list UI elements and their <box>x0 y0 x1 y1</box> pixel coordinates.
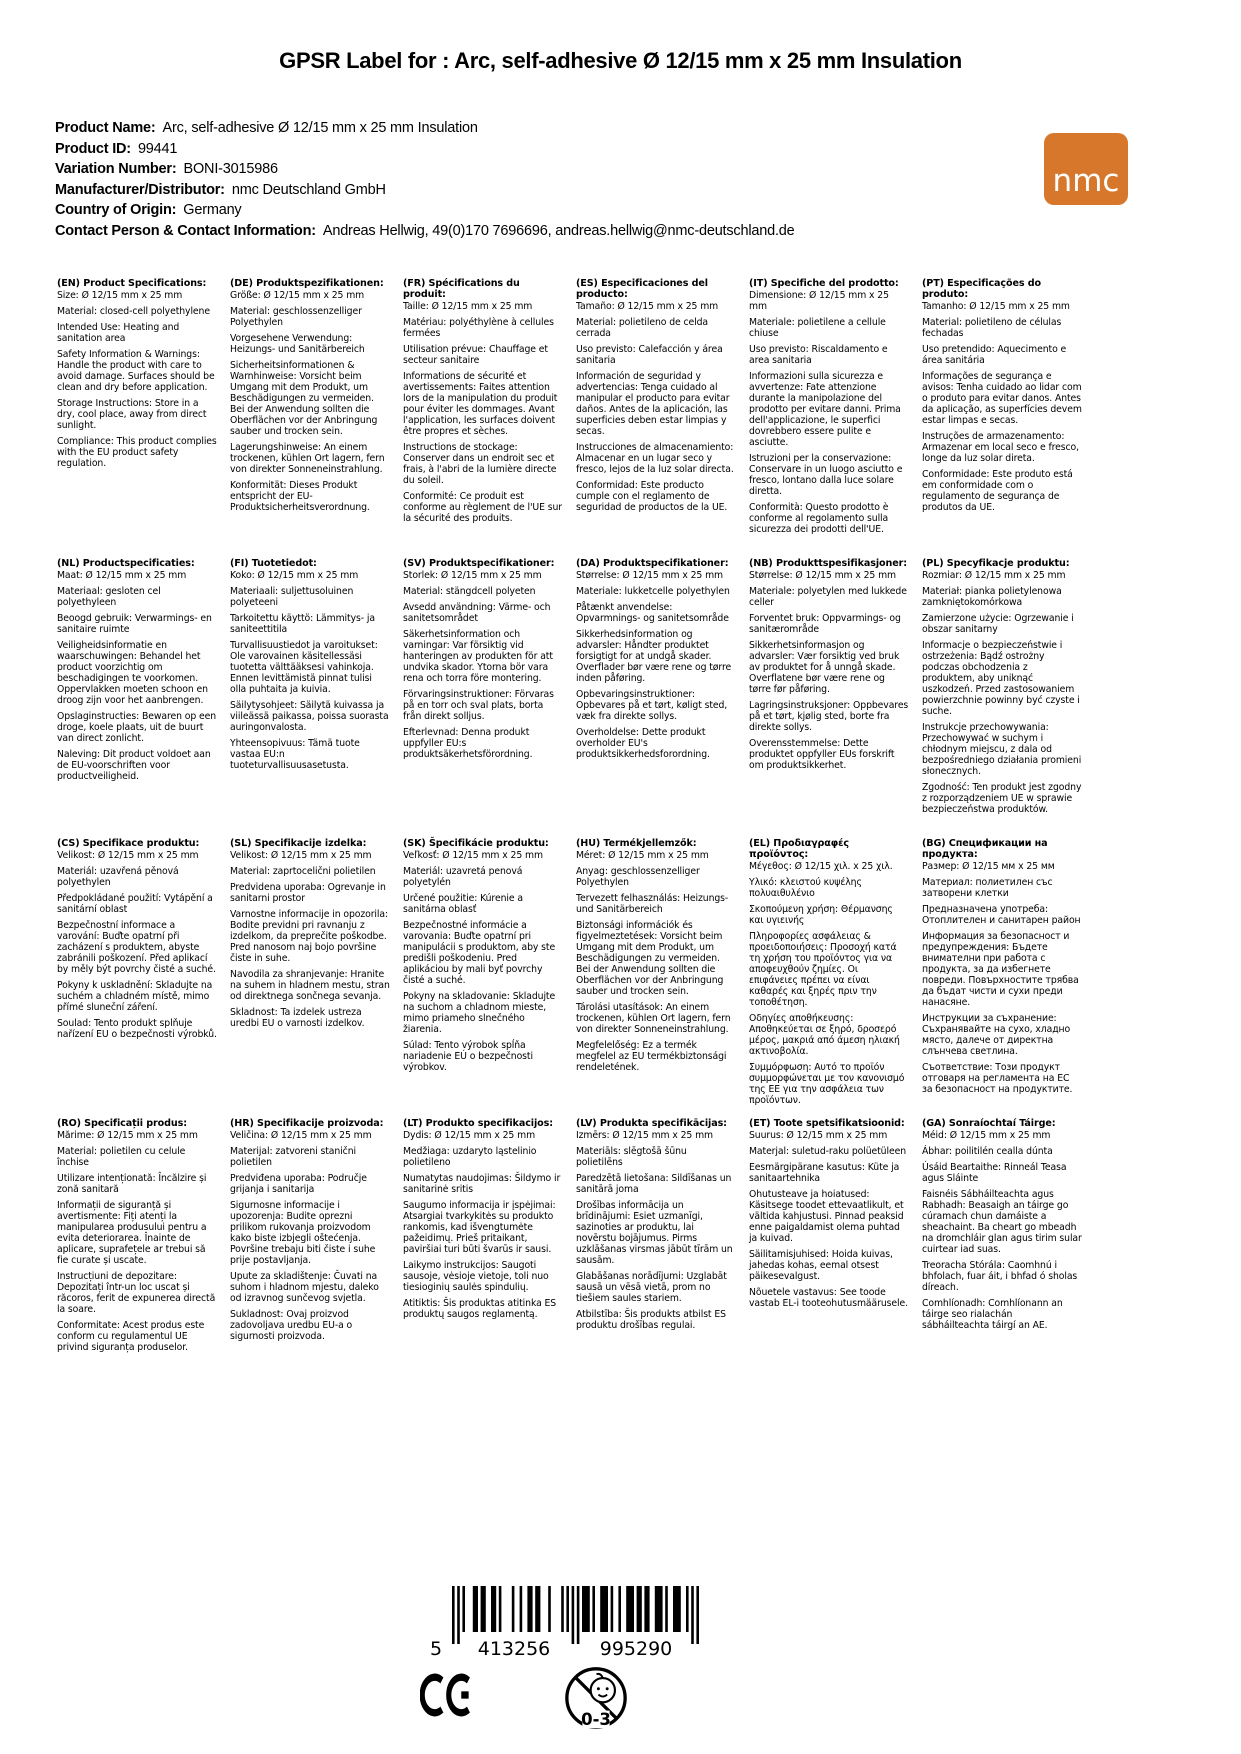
language-spec-heading: (LV) Produkta specifikācijas: <box>576 1118 727 1129</box>
spec-paragraph: Tervezett felhasználás: Heizungs- und Sanitärbereich <box>576 893 729 915</box>
spec-paragraph: Conformidad: Este producto cumple con el reglamento de seguridad de productos de la UE. <box>576 480 728 513</box>
spec-paragraph: Säilytysohjeet: Säilytä kuivassa ja viileässä paikassa, poissa suorasta auringonvalosta. <box>230 700 389 733</box>
spec-paragraph: Instruções de armazenamento: Armazenar em local seco e fresco, longe da luz solar direta. <box>922 431 1079 464</box>
spec-paragraph: Compliance: This product complies with the EU product safety regulation. <box>57 436 217 469</box>
language-spec-block <box>922 1118 1082 1398</box>
language-spec-block <box>230 558 390 838</box>
spec-paragraph: Izmērs: Ø 12/15 mm x 25 mm <box>576 1130 713 1141</box>
product-info-value: Germany <box>183 202 242 218</box>
language-spec-heading: (FI) Tuotetiedot: <box>230 558 317 569</box>
spec-paragraph: Materiaali: suljettusoluinen polyeteeni <box>230 586 354 608</box>
spec-paragraph: Инструкции за съхранение: Съхранявайте на сухо, хладно място, далече от директна слънчева светлина. <box>922 1013 1071 1057</box>
spec-paragraph: Utilizare intenționată: Încălzire și zonă sanitară <box>57 1173 207 1195</box>
spec-paragraph: Utilisation prévue: Chauffage et secteur sanitaire <box>403 344 548 366</box>
language-spec-heading: (EN) Product Specifications: <box>57 278 207 289</box>
spec-paragraph: Opbevaringsinstruktioner: Opbevares på et tørt, køligt sted, væk fra direkte sollys. <box>576 689 728 722</box>
product-info-label: Variation Number: <box>55 161 177 177</box>
spec-paragraph: Size: Ø 12/15 mm x 25 mm <box>57 290 183 301</box>
age-warning-text: 0-3 <box>581 1710 611 1730</box>
language-spec-heading: (BG) Спецификации на продукта: <box>922 838 1048 860</box>
spec-paragraph: Medžiaga: uzdaryto ląstelinio polietileno <box>403 1146 537 1168</box>
language-spec-heading: (SK) Špecifikácie produktu: <box>403 838 549 849</box>
language-spec-heading: (NB) Produkttspesifikasjoner: <box>749 558 908 569</box>
spec-paragraph: Sikkerhedsinformation og advarsler: Håndter produktet forsigtigt for at undgå skader. Overflader bør være rene og tørre inden påføring. <box>576 629 732 684</box>
language-spec-heading: (LT) Produkto specifikacijos: <box>403 1118 554 1129</box>
spec-paragraph: Yhteensopivuus: Tämä tuote vastaa EU:n tuoteturvallisuusasetusta. <box>230 738 360 771</box>
language-spec-block <box>403 278 563 558</box>
language-spec-block <box>749 278 909 558</box>
spec-paragraph: Lagringsinstruksjoner: Oppbevares på et tørt, kjølig sted, borte fra direkte sollys. <box>749 700 909 733</box>
language-spec-block <box>403 1118 563 1398</box>
barcode-digit-group: 413256 <box>477 1638 551 1658</box>
language-spec-heading: (SV) Produktspecifikationer: <box>403 558 555 569</box>
spec-paragraph: Размер: Ø 12/15 мм x 25 мм <box>922 861 1055 872</box>
spec-paragraph: Matériau: polyéthylène à cellules fermées <box>403 317 554 339</box>
language-spec-heading: (NL) Productspecificaties: <box>57 558 195 569</box>
spec-paragraph: Beoogd gebruik: Verwarmings- en sanitaire ruimte <box>57 613 212 635</box>
ean-barcode <box>428 1586 703 1662</box>
spec-paragraph: Conformité: Ce produit est conforme au règlement de l'UE sur la sécurité des produits. <box>403 491 563 524</box>
language-spec-heading: (RO) Specificații produs: <box>57 1118 187 1129</box>
language-spec-block <box>576 278 736 558</box>
spec-paragraph: Informacje o bezpieczeństwie i ostrzeżenia: Bądź ostrożny podczas obchodzenia z produktem, aby uniknąć uszkodzeń. Przed zastosowaniem powierzchnie powinny być czyste i suche. <box>922 640 1080 717</box>
spec-paragraph: Skladnost: Ta izdelek ustreza uredbi EU o varnosti izdelkov. <box>230 1007 365 1029</box>
language-spec-heading: (GA) Sonraíochtaí Táirge: <box>922 1118 1056 1129</box>
spec-paragraph: Μέγεθος: Ø 12/15 χιλ. x 25 χιλ. <box>749 861 893 872</box>
spec-paragraph: Súlad: Tento výrobok spĺňa nariadenie EÚ o bezpečnosti výrobkov. <box>403 1040 533 1073</box>
language-spec-block <box>403 838 563 1118</box>
spec-paragraph: Material: geschlossenzelliger Polyethylen <box>230 306 362 328</box>
spec-paragraph: Atitiktis: Šis produktas atitinka ES produktų saugos reglamentą. <box>403 1298 557 1320</box>
spec-paragraph: Materiaal: gesloten cel polyethyleen <box>57 586 161 608</box>
spec-paragraph: Tamanho: Ø 12/15 mm x 25 mm <box>922 301 1070 312</box>
page-title: GPSR Label for : Arc, self-adhesive Ø 12/15 mm x 25 mm Insulation <box>279 48 962 73</box>
language-spec-block <box>576 838 736 1118</box>
spec-paragraph: Materjal: suletud-raku polüetüleen <box>749 1146 906 1157</box>
spec-paragraph: Sicherheitsinformationen & Warnhinweise: Vorsicht beim Umgang mit dem Produkt, um Beschädigungen zu vermeiden. Bei der Anwendung sollten die Oberflächen vor der Anbringung sauber und trocken sein. <box>230 360 378 437</box>
spec-paragraph: Sukladnost: Ovaj proizvod zadovoljava uredbu EU-a o sigurnosti proizvoda. <box>230 1309 353 1342</box>
spec-paragraph: Zamierzone użycie: Ogrzewanie i obszar sanitarny <box>922 613 1074 635</box>
language-spec-block <box>749 1118 909 1398</box>
spec-paragraph: Suurus: Ø 12/15 mm x 25 mm <box>749 1130 888 1141</box>
spec-paragraph: Säkerhetsinformation och varningar: Var försiktig vid hanteringen av produkten för att undvika skador. Ytorna bör vara rena och torra före montering. <box>403 629 553 684</box>
spec-paragraph: Lagerungshinweise: An einem trockenen, kühlen Ort lagern, fern von direkter Sonneneinstrahlung. <box>230 442 385 475</box>
product-info-label: Country of Origin: <box>55 202 177 218</box>
spec-paragraph: Rozmiar: Ø 12/15 mm x 25 mm <box>922 570 1066 581</box>
spec-paragraph: Vorgesehene Verwendung: Heizungs- und Sanitärbereich <box>230 333 365 355</box>
product-info-value: BONI-3015986 <box>183 161 278 177</box>
spec-paragraph: Veličina: Ø 12/15 mm x 25 mm <box>230 1130 372 1141</box>
spec-paragraph: Instrucțiuni de depozitare: Depozitați într-un loc uscat și răcoros, ferit de expunerea directă la soare. <box>57 1271 216 1315</box>
spec-paragraph: Avsedd användning: Värme- och sanitetsområdet <box>403 602 551 624</box>
language-spec-block <box>230 838 390 1118</box>
spec-paragraph: Saugumo informacija ir įspėjimai: Atsargiai tvarkykitės su produkto rankomis, kad išvengtumėte pažeidimų. Prieš pritaikant, paviršiai turi būti švarūs ir sausi. <box>403 1200 556 1255</box>
spec-paragraph: Størrelse: Ø 12/15 mm x 25 mm <box>576 570 724 581</box>
spec-paragraph: Conformidade: Este produto está em conformidade com o regulamento de segurança de produtos da UE. <box>922 469 1073 513</box>
spec-paragraph: Varnostne informacije in opozorila: Bodite previdni pri ravnanju z izdelkom, da preprečite poškodbe. Pred nanosom naj bojo površine čiste in suhe. <box>230 909 389 964</box>
spec-paragraph: Treoracha Stórála: Caomhnú i bhfolach, fuar áit, i bhfad ó sholas díreach. <box>922 1260 1078 1293</box>
language-spec-block <box>230 278 390 558</box>
spec-paragraph: Οδηγίες αποθήκευσης: Αποθηκεύεται σε ξηρό, δροσερό μέρος, μακριά από άμεση ηλιακή ακτινοβολία. <box>749 1013 900 1057</box>
spec-paragraph: Comhlíonadh: Comhlíonann an táirge seo rialachán sábháilteachta táirgí an AE. <box>922 1298 1063 1331</box>
product-info-value: 99441 <box>137 140 178 157</box>
language-spec-heading: (SL) Specifikacije izdelka: <box>230 838 367 849</box>
spec-paragraph: Materiāls: slēgtošā šūnu polietilēns <box>576 1146 687 1168</box>
spec-paragraph: Eesmärgipärane kasutus: Küte ja sanitaartehnika <box>749 1162 900 1184</box>
spec-paragraph: Predvidena uporaba: Ogrevanje in sanitarni prostor <box>230 882 386 904</box>
language-spec-heading: (FR) Spécifications du produit: <box>403 278 520 300</box>
spec-paragraph: Materiał: pianka polietylenowa zamkniętokomórkowa <box>922 586 1062 608</box>
language-specs-grid <box>57 278 1082 1398</box>
age-warning-icon <box>562 1660 630 1738</box>
spec-paragraph: Overholdelse: Dette produkt overholder EU's produktsikkerhedsforordning. <box>576 727 710 760</box>
language-spec-heading: (PT) Especificações do produto: <box>922 278 1042 300</box>
product-info-value: Arc, self-adhesive Ø 12/15 mm x 25 mm Insulation <box>162 120 478 136</box>
spec-paragraph: Instructions de stockage: Conserver dans un endroit sec et frais, à l'abri de la lumière directe du soleil. <box>403 442 557 486</box>
spec-paragraph: Πληροφορίες ασφάλειας & προειδοποιήσεις: Προσοχή κατά τη χρήση του προϊόντος για να αποφευχθούν ζημίες. Οι επιφάνειες πρέπει να είναι καθαρές και ξηρές πριν την τοποθέτηση. <box>749 931 897 1008</box>
spec-paragraph: Informații de siguranță și avertismente: Fiți atenți la manipularea produsului pentru a evita deteriorarea. Înainte de aplicare, suprafețele ar trebui să fie curate și uscate. <box>57 1200 207 1266</box>
spec-paragraph: Tamaño: Ø 12/15 mm x 25 mm <box>576 301 719 312</box>
language-spec-block <box>403 558 563 838</box>
language-spec-heading: (EL) Προδιαγραφές προϊόντος: <box>749 838 850 860</box>
spec-paragraph: Pokyny k uskladnění: Skladujte na suchém a chladném místě, mimo přímé sluneční záření. <box>57 980 213 1013</box>
spec-paragraph: Turvallisuustiedot ja varoitukset: Ole varovainen käsitellessäsi tuotetta välttääksesi vahinkoja. Ennen levittämistä pinnat tulisi olla puhtaita ja kuivia. <box>230 640 378 695</box>
spec-paragraph: Conformitate: Acest produs este conform cu regulamentul UE privind siguranța produselor. <box>57 1320 205 1353</box>
spec-paragraph: Safety Information & Warnings: Handle the product with care to avoid damage. Surfaces should be clean and dry before application. <box>57 349 215 393</box>
spec-paragraph: Informazioni sulla sicurezza e avvertenze: Fate attenzione durante la manipolazione del prodotto per evitare danni. Prima dell'applicazione, le superfici dovrebbero essere pulite e asciutte. <box>749 371 901 448</box>
spec-paragraph: Paredzētā lietošana: Sildīšanas un sanitārā joma <box>576 1173 732 1195</box>
spec-paragraph: Faisnéis Sábháilteachta agus Rabhadh: Beasaigh an táirge go cúramach chun damáiste a sheachaint. Ba cheart go mbeadh na dromchláir glan agus tirim sular cuirtear iad suas. <box>922 1189 1082 1255</box>
spec-paragraph: Istruzioni per la conservazione: Conservare in un luogo asciutto e fresco, lontano dalla luce solare diretta. <box>749 453 903 497</box>
spec-paragraph: Overensstemmelse: Dette produktet oppfyller EUs forskrift om produktsikkerhet. <box>749 738 895 771</box>
spec-paragraph: Material: polietilen cu celule închise <box>57 1146 186 1168</box>
language-spec-block <box>922 278 1082 558</box>
product-info <box>55 120 795 243</box>
spec-paragraph: Größe: Ø 12/15 mm x 25 mm <box>230 290 365 301</box>
spec-paragraph: Méret: Ø 12/15 mm x 25 mm <box>576 850 709 861</box>
spec-paragraph: Ábhar: poilitilén cealla dúnta <box>922 1146 1053 1157</box>
spec-paragraph: Bezpečnostné informácie a varovania: Buďte opatrní pri manipulácii s produktom, aby ste predišli poškodeniu. Pred aplikáciou by mali byť povrchy čisté a suché. <box>403 920 556 986</box>
product-info-row <box>55 223 795 239</box>
language-spec-heading: (HR) Specifikacije proizvoda: <box>230 1118 384 1129</box>
spec-paragraph: Tárolási utasítások: An einem trockenen, kühlen Ort lagern, fern von direkter Sonneneinstrahlung. <box>576 1002 731 1035</box>
spec-paragraph: Ohutusteave ja hoiatused: Käsitsege toodet ettevaatlikult, et vältida kahjustusi. Pinnad peaksid enne paigaldamist olema puhtad ja kuivad. <box>749 1189 904 1244</box>
product-info-row <box>55 161 795 177</box>
product-info-row <box>55 182 795 198</box>
spec-paragraph: Maat: Ø 12/15 mm x 25 mm <box>57 570 187 581</box>
spec-paragraph: Tarkoitettu käyttö: Lämmitys- ja saniteettitila <box>230 613 375 635</box>
product-info-row <box>55 202 795 218</box>
spec-paragraph: Naleving: Dit product voldoet aan de EU-voorschriften voor productveiligheid. <box>57 749 211 782</box>
spec-paragraph: Informações de segurança e avisos: Tenha cuidado ao lidar com o produto para evitar danos. Antes da aplicação, as superfícies devem estar limpas e secas. <box>922 371 1082 426</box>
language-spec-block <box>57 558 217 838</box>
language-spec-heading: (ES) Especificaciones del producto: <box>576 278 708 300</box>
spec-paragraph: Υλικό: κλειστού κυψέλης πολυαιθυλένιο <box>749 877 862 899</box>
spec-paragraph: Velikost: Ø 12/15 mm x 25 mm <box>57 850 199 861</box>
spec-paragraph: Uso pretendido: Aquecimento e área sanitária <box>922 344 1067 366</box>
language-spec-block <box>57 1118 217 1398</box>
spec-paragraph: Navodila za shranjevanje: Hranite na suhem in hladnem mestu, stran od direktnega sončnega sevanja. <box>230 969 390 1002</box>
spec-paragraph: Veľkosť: Ø 12/15 mm x 25 mm <box>403 850 543 861</box>
spec-paragraph: Materiale: polietilene a cellule chiuse <box>749 317 886 339</box>
language-spec-heading: (DE) Produktspezifikationen: <box>230 278 384 289</box>
spec-paragraph: Información de seguridad y advertencias: Tenga cuidado al manipular el producto para evitar daños. Antes de la aplicación, las superficies deben estar limpias y secas. <box>576 371 730 437</box>
spec-paragraph: Material: polietileno de celda cerrada <box>576 317 708 339</box>
product-info-value: Andreas Hellwig, 49(0)170 7696696, andreas.hellwig@nmc-deutschland.de <box>322 222 795 239</box>
product-info-label: Manufacturer/Distributor: <box>55 181 225 198</box>
language-spec-block <box>749 558 909 838</box>
spec-paragraph: Sigurnosne informacije i upozorenja: Budite oprezni prilikom rukovanja proizvodom kako biste izbjegli oštećenja. Površine trebaju biti čiste i suhe prije postavljanja. <box>230 1200 376 1266</box>
product-info-label: Product Name: <box>55 120 156 136</box>
nmc-logo-text: nmc <box>1052 163 1120 199</box>
spec-paragraph: Predviđena uporaba: Područje grijanja i sanitarija <box>230 1173 367 1195</box>
language-spec-block <box>576 1118 736 1398</box>
spec-paragraph: Bezpečnostní informace a varování: Buďte opatrní při zacházení s produktem, abyste zabránili poškození. Před aplikací by měly být povrchy čisté a suché. <box>57 920 216 975</box>
product-info-row <box>55 141 795 157</box>
spec-paragraph: Material: closed-cell polyethylene <box>57 306 210 317</box>
language-spec-heading: (DA) Produktspecifikationer: <box>576 558 729 569</box>
spec-paragraph: Intended Use: Heating and sanitation area <box>57 322 180 344</box>
spec-paragraph: Efterlevnad: Denna produkt uppfyller EU:s produktsäkerhetsförordning. <box>403 727 533 760</box>
spec-paragraph: Sikkerhetsinformasjon og advarsler: Vær forsiktig ved bruk av produktet for å unngå skade. Overflatene bør være rene og tørre før påføring. <box>749 640 900 695</box>
product-info-row <box>55 120 795 136</box>
barcode-digit-group: 5 <box>429 1638 443 1658</box>
spec-paragraph: Konformität: Dieses Produkt entspricht der EU-Produktsicherheitsverordnung. <box>230 480 370 513</box>
spec-paragraph: Forventet bruk: Oppvarmings- og sanitærområde <box>749 613 901 635</box>
language-spec-block <box>922 558 1082 838</box>
spec-paragraph: Anyag: geschlossenzelliger Polyethylen <box>576 866 700 888</box>
spec-paragraph: Opslaginstructies: Bewaren op een droge, koele plaats, uit de buurt van direct zonlicht. <box>57 711 217 744</box>
language-spec-block <box>749 838 909 1118</box>
spec-paragraph: Materijal: zatvoreni stanični polietilen <box>230 1146 356 1168</box>
product-info-label: Product ID: <box>55 140 131 157</box>
barcode-digit-group: 995290 <box>599 1638 673 1658</box>
spec-paragraph: Storage Instructions: Store in a dry, cool place, away from direct sunlight. <box>57 398 207 431</box>
language-spec-block <box>922 838 1082 1118</box>
spec-paragraph: Předpokládané použití: Vytápění a sanitární oblast <box>57 893 213 915</box>
spec-paragraph: Dimensione: Ø 12/15 mm x 25 mm <box>749 290 889 312</box>
spec-paragraph: Informations de sécurité et avertissements: Faites attention lors de la manipulation du produit pour éviter les dommages. Avant l'application, les surfaces doivent être propres et sèches. <box>403 371 558 437</box>
language-spec-block <box>57 838 217 1118</box>
ean-barcode-bars <box>428 1586 703 1658</box>
spec-paragraph: Säilitamisjuhised: Hoida kuivas, jahedas kohas, eemal otsest päikesevalgust. <box>749 1249 893 1282</box>
product-info-label: Contact Person & Contact Information: <box>55 222 316 239</box>
spec-paragraph: Taille: Ø 12/15 mm x 25 mm <box>403 301 533 312</box>
spec-paragraph: Drošības informācija un brīdinājumi: Esiet uzmanīgi, sazinoties ar produktu, lai novērstu bojājumus. Pirms uzklāšanas virsmas jābūt tīrām un sausām. <box>576 1200 733 1266</box>
spec-paragraph: Предназначена употреба: Отоплителен и санитарен район <box>922 904 1081 926</box>
spec-paragraph: Conformità: Questo prodotto è conforme al regolamento sulla sicurezza dei prodotti dell'UE. <box>749 502 889 535</box>
spec-paragraph: Určené použitie: Kúrenie a sanitárna oblasť <box>403 893 523 915</box>
spec-paragraph: Uso previsto: Calefacción y área sanitaria <box>576 344 723 366</box>
spec-paragraph: Dydis: Ø 12/15 mm x 25 mm <box>403 1130 536 1141</box>
spec-paragraph: Upute za skladištenje: Čuvati na suhom i hladnom mjestu, daleko od izravnog sunčevog svjetla. <box>230 1271 379 1304</box>
spec-paragraph: Úsáid Beartaithe: Rinneál Teasa agus Sláinte <box>922 1162 1067 1184</box>
spec-paragraph: Instrucciones de almacenamiento: Almacenar en un lugar seco y fresco, lejos de la luz solar directa. <box>576 442 734 475</box>
spec-paragraph: Uso previsto: Riscaldamento e area sanitaria <box>749 344 888 366</box>
spec-paragraph: Съответствие: Този продукт отговаря на регламента на ЕС за безопасност на продуктите. <box>922 1062 1073 1095</box>
spec-paragraph: Pokyny na skladovanie: Skladujte na suchom a chladnom mieste, mimo priameho slnečného žiarenia. <box>403 991 556 1035</box>
spec-paragraph: Påtænkt anvendelse: Opvarmnings- og sanitetsområde <box>576 602 729 624</box>
spec-paragraph: Material: stängdcell polyeten <box>403 586 536 597</box>
spec-paragraph: Materiál: uzavretá penová polyetylén <box>403 866 523 888</box>
spec-paragraph: Soulad: Tento produkt splňuje nařízení EU o bezpečnosti výrobků. <box>57 1018 217 1040</box>
spec-paragraph: Veiligheidsinformatie en waarschuwingen: Behandel het product voorzichtig om beschadigingen te voorkomen. Oppervlakken moeten schoon en droog zijn voor het aanbrengen. <box>57 640 208 706</box>
language-spec-block <box>576 558 736 838</box>
spec-paragraph: Συμμόρφωση: Αυτό το προϊόν συμμορφώνεται με τον κανονισμό της ΕΕ για την ασφάλεια των προϊόντων. <box>749 1062 905 1106</box>
spec-paragraph: Материал: полиетилен със затворени клетки <box>922 877 1053 899</box>
language-spec-block <box>57 278 217 558</box>
spec-paragraph: Materiale: lukketcelle polyethylen <box>576 586 730 597</box>
spec-paragraph: Biztonsági információk és figyelmeztetések: Vorsicht beim Umgang mit dem Produkt, um Beschädigungen zu vermeiden. Bei der Anwendung sollten die Oberflächen vor der Anbringung sauber und trocken sein. <box>576 920 724 997</box>
spec-paragraph: Størrelse: Ø 12/15 mm x 25 mm <box>749 570 897 581</box>
spec-paragraph: Mărime: Ø 12/15 mm x 25 mm <box>57 1130 198 1141</box>
spec-paragraph: Material: zaprtocelični polietilen <box>230 866 376 877</box>
language-spec-heading: (IT) Specifiche del prodotto: <box>749 278 899 289</box>
language-spec-heading: (ET) Toote spetsifikatsioonid: <box>749 1118 905 1129</box>
language-spec-heading: (HU) Termékjellemzők: <box>576 838 697 849</box>
spec-paragraph: Instrukcje przechowywania: Przechowywać w suchym i chłodnym miejscu, z dala od bezpośredniego działania promieni słonecznych. <box>922 722 1082 777</box>
spec-paragraph: Méid: Ø 12/15 mm x 25 mm <box>922 1130 1051 1141</box>
language-spec-block <box>230 1118 390 1398</box>
spec-paragraph: Zgodność: Ten produkt jest zgodny z rozporządzeniem UE w sprawie bezpieczeństwa produktów. <box>922 782 1082 815</box>
product-info-value: nmc Deutschland GmbH <box>231 181 386 198</box>
spec-paragraph: Velikost: Ø 12/15 mm x 25 mm <box>230 850 372 861</box>
spec-paragraph: Material: polietileno de células fechadas <box>922 317 1062 339</box>
spec-paragraph: Nõuetele vastavus: See toode vastab EL-i tooteohutusmäärusele. <box>749 1287 908 1309</box>
spec-paragraph: Koko: Ø 12/15 mm x 25 mm <box>230 570 359 581</box>
spec-paragraph: Информация за безопасност и предупреждения: Бъдете внимателни при работа с продукта, за да избегнете повреди. Повърхностите трябва да бъдат чисти и сухи преди нанасяне. <box>922 931 1079 1008</box>
spec-paragraph: Storlek: Ø 12/15 mm x 25 mm <box>403 570 542 581</box>
baby-face-icon <box>591 1678 615 1702</box>
nmc-logo <box>1044 133 1128 205</box>
spec-paragraph: Σκοπούμενη χρήση: Θέρμανσης και υγιεινής <box>749 904 893 926</box>
spec-paragraph: Numatytas naudojimas: Šildymo ir sanitarinė sritis <box>403 1173 561 1195</box>
spec-paragraph: Atbilstība: Šis produkts atbilst ES produktu drošības regulai. <box>576 1309 726 1331</box>
spec-paragraph: Förvaringsinstruktioner: Förvaras på en torr och sval plats, borta från direkt solljus. <box>403 689 554 722</box>
spec-paragraph: Megfelelőség: Ez a termék megfelel az EU termékbiztonsági rendeletének. <box>576 1040 727 1073</box>
language-spec-heading: (CS) Specifikace produktu: <box>57 838 200 849</box>
spec-paragraph: Materiál: uzavřená pěnová polyethylen <box>57 866 179 888</box>
language-spec-heading: (PL) Specyfikacje produktu: <box>922 558 1070 569</box>
ce-mark-icon <box>420 1672 476 1722</box>
spec-paragraph: Laikymo instrukcijos: Saugoti sausoje, vėsioje vietoje, toli nuo tiesioginių saulės spindulių. <box>403 1260 549 1293</box>
spec-paragraph: Glabāšanas norādījumi: Uzglabāt sausā un vēsā vietā, prom no tiešiem saules stariem. <box>576 1271 727 1304</box>
spec-paragraph: Materiale: polyetylen med lukkede celler <box>749 586 907 608</box>
